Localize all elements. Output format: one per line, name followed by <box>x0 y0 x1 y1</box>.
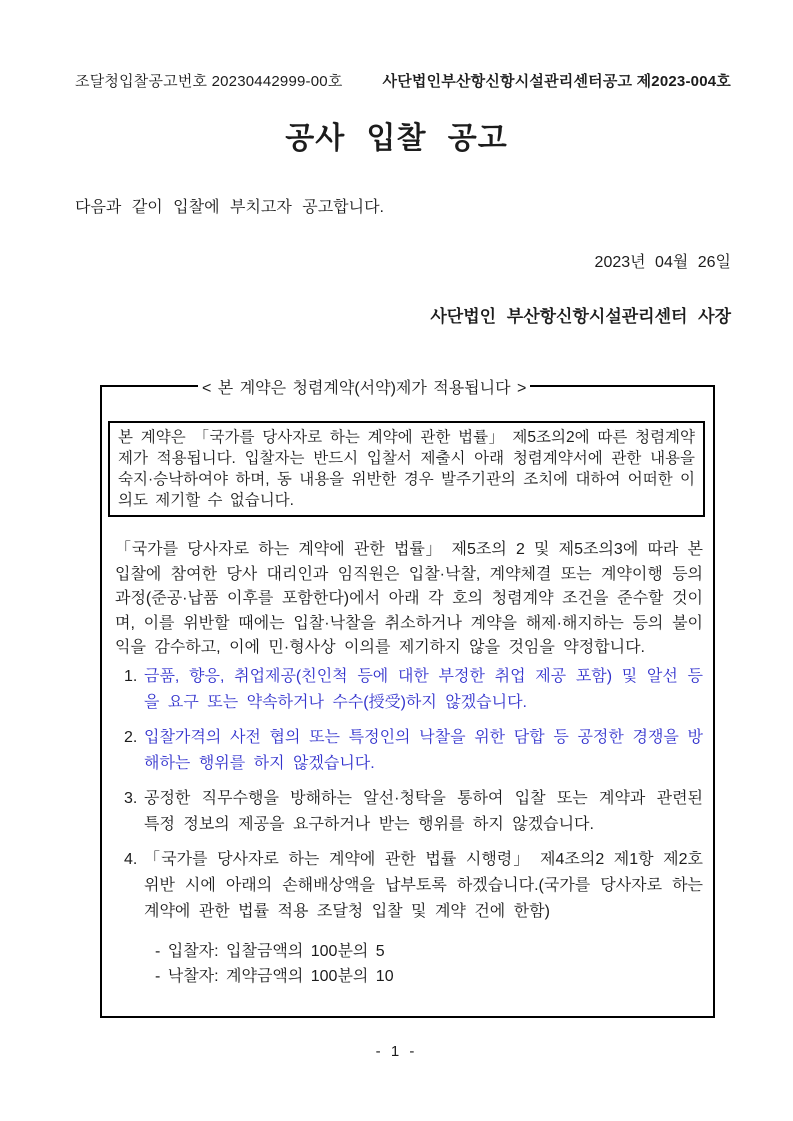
document-header <box>75 70 731 91</box>
damage-compensation-list <box>124 939 703 989</box>
procurement-bid-notice-number: 조달청입찰공고번호 20230442999-00호 <box>75 73 343 90</box>
pledge-paragraph: 「국가를 당사자로 하는 계약에 관한 법률」 제5조의 2 및 제5조의3에 따라 본 입찰에 참여한 당사 대리인과 임직원은 입찰·낙찰, 계약체결 또는 계약이행 등의 과정(준공·납품 이후를 포함한다)에서 아래 각 호의 청렴계약 조건을 준수할 것이며, 이를 위반할 때에는 입찰·낙찰을 취소하거나 계약을 해제·해지하는 등의 불이익을 감수하고, 이에 민·형사상 이의를 제기하지 않을 것임을 약정합니다. <box>115 541 703 656</box>
pledge-item-1 <box>124 664 703 716</box>
integrity-notice-box <box>108 421 705 517</box>
pledge-item-3 <box>124 786 703 838</box>
pledge-item-4-number: 4. <box>124 851 138 868</box>
awardee-compensation-line: - 낙찰자: 계약금액의 100분의 10 <box>155 968 394 985</box>
announcement-date: 2023년 04월 26일 <box>594 254 731 271</box>
intro-text: 다음과 같이 입찰에 부치고자 공고합니다. <box>75 199 384 216</box>
pledge-item-3-text: 공정한 직무수행을 방해하는 알선·청탁을 통하여 입찰 또는 계약과 관련된 특정 정보의 제공을 요구하거나 받는 행위를 하지 않겠습니다. <box>144 790 703 833</box>
pledge-item-4-text: 「국가를 당사자로 하는 계약에 관한 법률 시행령」 제4조의2 제1항 제2호 위반 시에 아래의 손해배상액을 납부토록 하겠습니다.(국가를 당사자로 하는 계약에 관한 법률 적용 조달청 입찰 및 계약 건에 한함) <box>144 851 703 920</box>
pledge-item-2-text: 입찰가격의 사전 협의 또는 특정인의 낙찰을 위한 담합 등 공정한 경쟁을 방해하는 행위를 하지 않겠습니다. <box>144 729 703 772</box>
pledge-item-2 <box>124 725 703 777</box>
pledge-item-1-text: 금품, 향응, 취업제공(친인척 등에 대한 부정한 취업 제공 포함) 및 알선 등을 요구 또는 약속하거나 수수(授受)하지 않겠습니다. <box>144 668 703 711</box>
page-number: - 1 - <box>375 1043 418 1060</box>
pledge-item-3-number: 3. <box>124 790 138 807</box>
center-notice-number: 사단법인부산항신항시설관리센터공고 제2023-004호 <box>382 73 731 90</box>
pledge-item-4 <box>124 847 703 925</box>
page-title: 공사 입찰 공고 <box>285 122 508 155</box>
issuer-signature: 사단법인 부산항신항시설관리센터 사장 <box>430 307 731 326</box>
pledge-item-list <box>124 664 703 989</box>
integrity-notice-text: 본 계약은 「국가를 당사자로 하는 계약에 관한 법률」 제5조의2에 따른 청렴계약제가 적용됩니다. 입찰자는 반드시 입찰서 제출시 아래 청렴계약서에 관한 내용을 숙지·승낙하여야 하며, 동 내용을 위반한 경우 발주기관의 조치에 대하여 어떠한 이의도 제기할 수 없습니다. <box>118 429 695 509</box>
integrity-pledge-box <box>100 380 715 1018</box>
pledge-item-2-number: 2. <box>124 729 138 746</box>
bidder-compensation-line: - 입찰자: 입찰금액의 100분의 5 <box>155 943 385 960</box>
integrity-box-legend: < 본 계약은 청렴계약(서약)제가 적용됩니다 > <box>198 375 530 398</box>
pledge-item-1-number: 1. <box>124 668 138 685</box>
